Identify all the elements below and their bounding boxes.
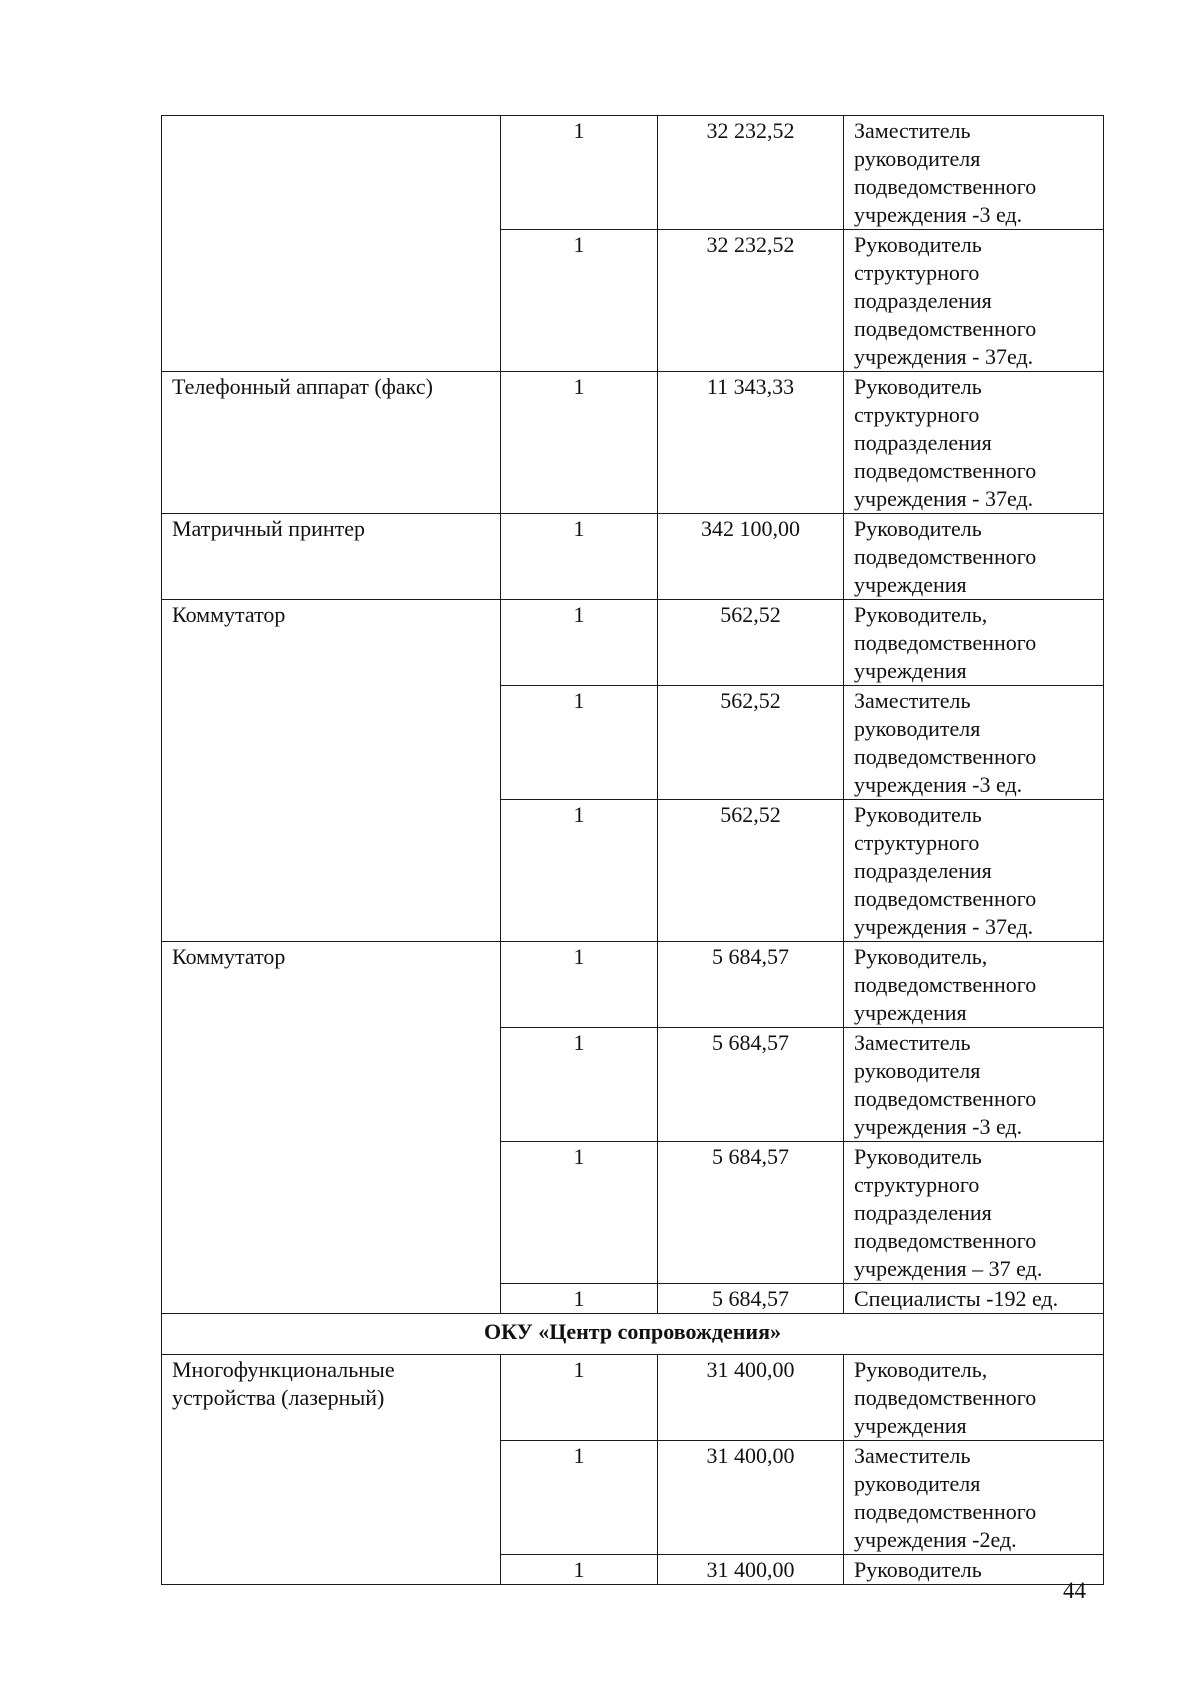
position-line: учреждения -3 ед. [854, 202, 1023, 227]
price-cell: 5 684,57 [658, 1028, 844, 1142]
position-line: Руководитель, [854, 602, 988, 627]
price-cell: 31 400,00 [658, 1555, 844, 1585]
price-cell: 562,52 [658, 800, 844, 942]
position-cell [844, 514, 1104, 600]
position-cell [844, 116, 1104, 230]
table-row [162, 514, 1104, 600]
position-line: руководителя [854, 1058, 981, 1083]
position-line: учреждения [854, 572, 967, 597]
quantity-cell: 1 [501, 600, 658, 686]
quantity-cell: 1 [501, 686, 658, 800]
position-line: Заместитель [854, 118, 971, 143]
quantity-cell: 1 [501, 372, 658, 514]
position-line: Руководитель [854, 516, 982, 541]
quantity-cell: 1 [501, 1355, 658, 1441]
table-row [162, 942, 1104, 1028]
position-line: подведомственного [854, 1499, 1037, 1524]
position-line: учреждения - 37ед. [854, 914, 1034, 939]
position-line: Руководитель [854, 374, 982, 399]
position-cell [844, 686, 1104, 800]
item-name-cell: Коммутатор [162, 600, 501, 942]
position-cell [844, 372, 1104, 514]
table-row [162, 600, 1104, 686]
position-line: учреждения -2ед. [854, 1527, 1017, 1552]
item-name-cell: Телефонный аппарат (факс) [162, 372, 501, 514]
position-line: структурного [854, 1172, 980, 1197]
price-cell: 31 400,00 [658, 1441, 844, 1555]
position-line: Заместитель [854, 688, 971, 713]
price-cell: 5 684,57 [658, 1284, 844, 1314]
position-line: подведомственного [854, 316, 1037, 341]
position-line: Заместитель [854, 1443, 971, 1468]
position-line: подразделения [854, 288, 992, 313]
position-line: подведомственного [854, 744, 1037, 769]
position-cell [844, 800, 1104, 942]
section-title: ОКУ «Центр сопровождения» [162, 1314, 1104, 1355]
position-line: руководителя [854, 146, 981, 171]
position-line: структурного [854, 402, 980, 427]
position-line: учреждения -3 ед. [854, 772, 1023, 797]
position-line: руководителя [854, 1471, 981, 1496]
position-line: Заместитель [854, 1030, 971, 1055]
price-cell: 11 343,33 [658, 372, 844, 514]
section-row [162, 1314, 1104, 1355]
equipment-table [161, 115, 1104, 1585]
position-line: подведомственного [854, 1086, 1037, 1111]
position-line: Руководитель [854, 1557, 982, 1582]
item-name-cell: Матричный принтер [162, 514, 501, 600]
position-line: подразделения [854, 430, 992, 455]
quantity-cell: 1 [501, 1555, 658, 1585]
position-line: Руководитель [854, 232, 982, 257]
quantity-cell: 1 [501, 1028, 658, 1142]
position-cell [844, 942, 1104, 1028]
item-name-cell [162, 116, 501, 372]
position-line: Руководитель [854, 802, 982, 827]
position-cell [844, 1142, 1104, 1284]
price-cell: 342 100,00 [658, 514, 844, 600]
position-line: руководителя [854, 716, 981, 741]
position-cell [844, 1028, 1104, 1142]
table-row [162, 1355, 1104, 1441]
item-name-cell: Многофункциональные устройства (лазерный) [162, 1355, 501, 1585]
position-line: учреждения [854, 1000, 967, 1025]
position-line: Руководитель, [854, 1357, 988, 1382]
price-cell: 562,52 [658, 686, 844, 800]
position-line: подведомственного [854, 1385, 1037, 1410]
position-line: структурного [854, 830, 980, 855]
position-line: подведомственного [854, 972, 1037, 997]
quantity-cell: 1 [501, 1284, 658, 1314]
price-cell: 5 684,57 [658, 1142, 844, 1284]
position-line: Специалисты -192 ед. [854, 1286, 1059, 1311]
item-name-cell: Коммутатор [162, 942, 501, 1314]
price-cell: 32 232,52 [658, 230, 844, 372]
table-row [162, 116, 1104, 230]
position-line: подведомственного [854, 886, 1037, 911]
position-line: подразделения [854, 1200, 992, 1225]
position-line: подведомственного [854, 1228, 1037, 1253]
position-cell [844, 1441, 1104, 1555]
position-line: учреждения - 37ед. [854, 486, 1034, 511]
quantity-cell: 1 [501, 230, 658, 372]
position-line: подведомственного [854, 458, 1037, 483]
quantity-cell: 1 [501, 1142, 658, 1284]
position-line: учреждения – 37 ед. [854, 1256, 1043, 1281]
position-cell [844, 1355, 1104, 1441]
position-line: подведомственного [854, 544, 1037, 569]
quantity-cell: 1 [501, 514, 658, 600]
quantity-cell: 1 [501, 942, 658, 1028]
price-cell: 31 400,00 [658, 1355, 844, 1441]
table-row [162, 372, 1104, 514]
position-line: учреждения -3 ед. [854, 1114, 1023, 1139]
page-number: 44 [1063, 1578, 1086, 1603]
position-line: Руководитель, [854, 944, 988, 969]
position-line: подведомственного [854, 630, 1037, 655]
position-line: подразделения [854, 858, 992, 883]
position-cell [844, 1284, 1104, 1314]
quantity-cell: 1 [501, 1441, 658, 1555]
position-line: учреждения [854, 1413, 967, 1438]
price-cell: 32 232,52 [658, 116, 844, 230]
position-cell [844, 230, 1104, 372]
position-cell [844, 600, 1104, 686]
price-cell: 5 684,57 [658, 942, 844, 1028]
position-line: учреждения [854, 658, 967, 683]
quantity-cell: 1 [501, 800, 658, 942]
position-line: Руководитель [854, 1144, 982, 1169]
price-cell: 562,52 [658, 600, 844, 686]
quantity-cell: 1 [501, 116, 658, 230]
position-line: учреждения - 37ед. [854, 344, 1034, 369]
position-line: структурного [854, 260, 980, 285]
position-line: подведомственного [854, 174, 1037, 199]
